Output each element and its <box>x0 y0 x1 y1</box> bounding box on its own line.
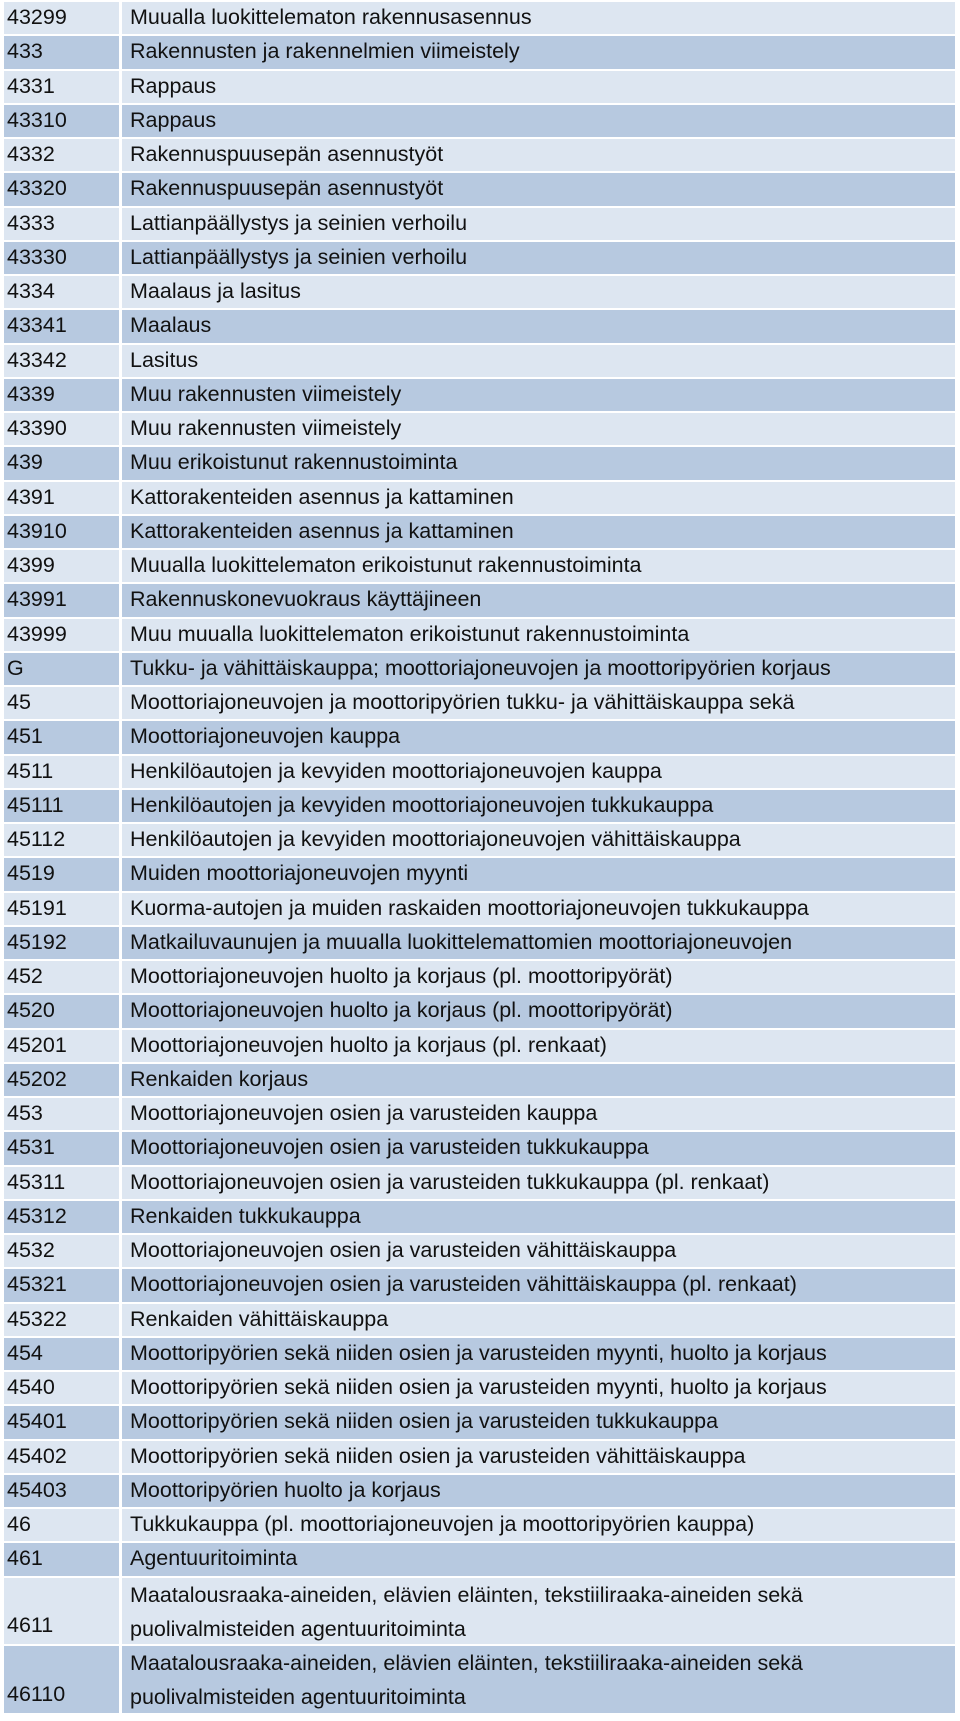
table-row <box>4 824 955 858</box>
code-cell: 45311 <box>4 1167 122 1199</box>
description-cell: Lattianpäällystys ja seinien verhoilu <box>122 208 955 240</box>
description-cell: Rakennusten ja rakennelmien viimeistely <box>122 36 955 68</box>
description-cell: Moottoripyörien sekä niiden osien ja varusteiden myynti, huolto ja korjaus <box>122 1372 955 1404</box>
table-row <box>4 1304 955 1338</box>
description-cell: Lasitus <box>122 345 955 377</box>
table-row <box>4 36 955 70</box>
table-row <box>4 2 955 36</box>
code-cell: 4339 <box>4 379 122 411</box>
table-row <box>4 893 955 927</box>
description-cell: Moottoripyörien sekä niiden osien ja varusteiden vähittäiskauppa <box>122 1441 955 1473</box>
description-cell: Agentuuritoiminta <box>122 1543 955 1575</box>
code-cell: 45322 <box>4 1304 122 1336</box>
code-cell: 4331 <box>4 71 122 103</box>
table-row <box>4 1543 955 1577</box>
code-cell: 45201 <box>4 1030 122 1062</box>
description-cell: Moottoriajoneuvojen kauppa <box>122 721 955 753</box>
table-row <box>4 756 955 790</box>
description-cell: Tukku- ja vähittäiskauppa; moottoriajoneuvojen ja moottoripyörien korjaus <box>122 653 955 685</box>
description-cell: Maalaus <box>122 310 955 342</box>
code-cell: 45192 <box>4 927 122 959</box>
code-cell: 4532 <box>4 1235 122 1267</box>
description-line: puolivalmisteiden agentuuritoiminta <box>130 1685 466 1709</box>
table-row <box>4 961 955 995</box>
table-row <box>4 858 955 892</box>
code-cell: 4391 <box>4 482 122 514</box>
code-cell: 45 <box>4 687 122 719</box>
code-cell: 46110 <box>4 1646 122 1713</box>
description-cell: Kattorakenteiden asennus ja kattaminen <box>122 516 955 548</box>
code-cell: 453 <box>4 1098 122 1130</box>
classification-table <box>4 2 955 1715</box>
table-row <box>4 1509 955 1543</box>
table-row <box>4 413 955 447</box>
code-cell: 4531 <box>4 1132 122 1164</box>
code-cell: 43341 <box>4 310 122 342</box>
code-cell: 4540 <box>4 1372 122 1404</box>
description-cell: Moottoriajoneuvojen ja moottoripyörien tukku- ja vähittäiskauppa sekä <box>122 687 955 719</box>
table-row <box>4 1338 955 1372</box>
code-cell: 45111 <box>4 790 122 822</box>
description-cell: Renkaiden tukkukauppa <box>122 1201 955 1233</box>
table-row <box>4 584 955 618</box>
description-cell: Muualla luokittelematon erikoistunut rakennustoiminta <box>122 550 955 582</box>
table-row <box>4 790 955 824</box>
code-cell: 43320 <box>4 173 122 205</box>
code-cell: 45321 <box>4 1269 122 1301</box>
description-cell: Kattorakenteiden asennus ja kattaminen <box>122 482 955 514</box>
table-row <box>4 242 955 276</box>
description-cell: Muu erikoistunut rakennustoiminta <box>122 447 955 479</box>
table-row <box>4 721 955 755</box>
code-cell: 4511 <box>4 756 122 788</box>
code-cell: 452 <box>4 961 122 993</box>
table-row <box>4 1064 955 1098</box>
description-cell <box>122 1646 955 1713</box>
code-cell: 451 <box>4 721 122 753</box>
description-cell: Moottoriajoneuvojen huolto ja korjaus (pl. moottoripyörät) <box>122 961 955 993</box>
description-cell: Muu muualla luokittelematon erikoistunut rakennustoiminta <box>122 619 955 651</box>
code-cell: 43310 <box>4 105 122 137</box>
code-cell: 45202 <box>4 1064 122 1096</box>
code-cell: 43342 <box>4 345 122 377</box>
code-cell: 4399 <box>4 550 122 582</box>
description-cell: Lattianpäällystys ja seinien verhoilu <box>122 242 955 274</box>
description-cell: Renkaiden vähittäiskauppa <box>122 1304 955 1336</box>
description-cell: Tukkukauppa (pl. moottoriajoneuvojen ja moottoripyörien kauppa) <box>122 1509 955 1541</box>
table-row <box>4 1167 955 1201</box>
description-cell: Rakennuspuusepän asennustyöt <box>122 173 955 205</box>
table-row <box>4 1201 955 1235</box>
description-line: puolivalmisteiden agentuuritoiminta <box>130 1616 466 1641</box>
code-cell: 43910 <box>4 516 122 548</box>
table-row <box>4 1406 955 1440</box>
description-cell: Rakennuskonevuokraus käyttäjineen <box>122 584 955 616</box>
code-cell: 4520 <box>4 995 122 1027</box>
code-cell: 4611 <box>4 1578 122 1645</box>
table-row <box>4 927 955 961</box>
description-cell: Renkaiden korjaus <box>122 1064 955 1096</box>
code-cell: 4332 <box>4 139 122 171</box>
description-cell: Henkilöautojen ja kevyiden moottoriajoneuvojen vähittäiskauppa <box>122 824 955 856</box>
code-cell: 43991 <box>4 584 122 616</box>
table-row <box>4 310 955 344</box>
table-row <box>4 1235 955 1269</box>
description-cell: Moottoriajoneuvojen huolto ja korjaus (pl. renkaat) <box>122 1030 955 1062</box>
code-cell: 45312 <box>4 1201 122 1233</box>
description-cell: Muiden moottoriajoneuvojen myynti <box>122 858 955 890</box>
description-cell: Muu rakennusten viimeistely <box>122 413 955 445</box>
code-cell: 4519 <box>4 858 122 890</box>
table-row <box>4 482 955 516</box>
description-cell: Moottoripyörien sekä niiden osien ja varusteiden tukkukauppa <box>122 1406 955 1438</box>
description-cell: Moottoripyörien huolto ja korjaus <box>122 1475 955 1507</box>
code-cell: 433 <box>4 36 122 68</box>
code-cell: G <box>4 653 122 685</box>
table-row <box>4 1646 955 1715</box>
description-cell: Maalaus ja lasitus <box>122 276 955 308</box>
description-cell: Rappaus <box>122 71 955 103</box>
table-row <box>4 653 955 687</box>
table-row <box>4 139 955 173</box>
description-cell: Moottoriajoneuvojen osien ja varusteiden vähittäiskauppa (pl. renkaat) <box>122 1269 955 1301</box>
description-cell: Moottoriajoneuvojen osien ja varusteiden vähittäiskauppa <box>122 1235 955 1267</box>
code-cell: 43999 <box>4 619 122 651</box>
table-row <box>4 516 955 550</box>
description-line: Maatalousraaka-aineiden, elävien eläinten, tekstiiliraaka-aineiden sekä <box>130 1651 803 1675</box>
code-cell: 43330 <box>4 242 122 274</box>
code-cell: 45403 <box>4 1475 122 1507</box>
table-row <box>4 173 955 207</box>
code-cell: 45401 <box>4 1406 122 1438</box>
table-row <box>4 1475 955 1509</box>
table-row <box>4 1269 955 1303</box>
table-row <box>4 447 955 481</box>
code-cell: 454 <box>4 1338 122 1370</box>
code-cell: 43299 <box>4 2 122 34</box>
code-cell: 45112 <box>4 824 122 856</box>
description-cell: Matkailuvaunujen ja muualla luokittelemattomien moottoriajoneuvojen <box>122 927 955 959</box>
table-row <box>4 550 955 584</box>
code-cell: 46 <box>4 1509 122 1541</box>
table-row <box>4 345 955 379</box>
code-cell: 43390 <box>4 413 122 445</box>
code-cell: 45191 <box>4 893 122 925</box>
description-cell: Muualla luokittelematon rakennusasennus <box>122 2 955 34</box>
description-cell <box>122 1578 955 1645</box>
description-cell: Moottoriajoneuvojen osien ja varusteiden tukkukauppa <box>122 1132 955 1164</box>
description-cell: Rakennuspuusepän asennustyöt <box>122 139 955 171</box>
description-cell: Muu rakennusten viimeistely <box>122 379 955 411</box>
description-cell: Kuorma-autojen ja muiden raskaiden moottoriajoneuvojen tukkukauppa <box>122 893 955 925</box>
table-row <box>4 276 955 310</box>
code-cell: 4333 <box>4 208 122 240</box>
description-line: Maatalousraaka-aineiden, elävien eläinten, tekstiiliraaka-aineiden sekä <box>130 1582 803 1607</box>
table-row <box>4 687 955 721</box>
table-row <box>4 1030 955 1064</box>
description-cell: Moottoriajoneuvojen huolto ja korjaus (pl. moottoripyörät) <box>122 995 955 1027</box>
table-row <box>4 1372 955 1406</box>
code-cell: 4334 <box>4 276 122 308</box>
table-row <box>4 208 955 242</box>
table-row <box>4 995 955 1029</box>
description-cell: Moottoriajoneuvojen osien ja varusteiden kauppa <box>122 1098 955 1130</box>
code-cell: 439 <box>4 447 122 479</box>
table-row <box>4 1578 955 1647</box>
description-cell: Henkilöautojen ja kevyiden moottoriajoneuvojen tukkukauppa <box>122 790 955 822</box>
table-row <box>4 379 955 413</box>
table-row <box>4 1098 955 1132</box>
description-cell: Moottoripyörien sekä niiden osien ja varusteiden myynti, huolto ja korjaus <box>122 1338 955 1370</box>
code-cell: 461 <box>4 1543 122 1575</box>
table-row <box>4 619 955 653</box>
table-row <box>4 1132 955 1166</box>
description-cell: Rappaus <box>122 105 955 137</box>
description-cell: Moottoriajoneuvojen osien ja varusteiden tukkukauppa (pl. renkaat) <box>122 1167 955 1199</box>
table-row <box>4 1441 955 1475</box>
description-cell: Henkilöautojen ja kevyiden moottoriajoneuvojen kauppa <box>122 756 955 788</box>
table-row <box>4 105 955 139</box>
table-row <box>4 71 955 105</box>
code-cell: 45402 <box>4 1441 122 1473</box>
